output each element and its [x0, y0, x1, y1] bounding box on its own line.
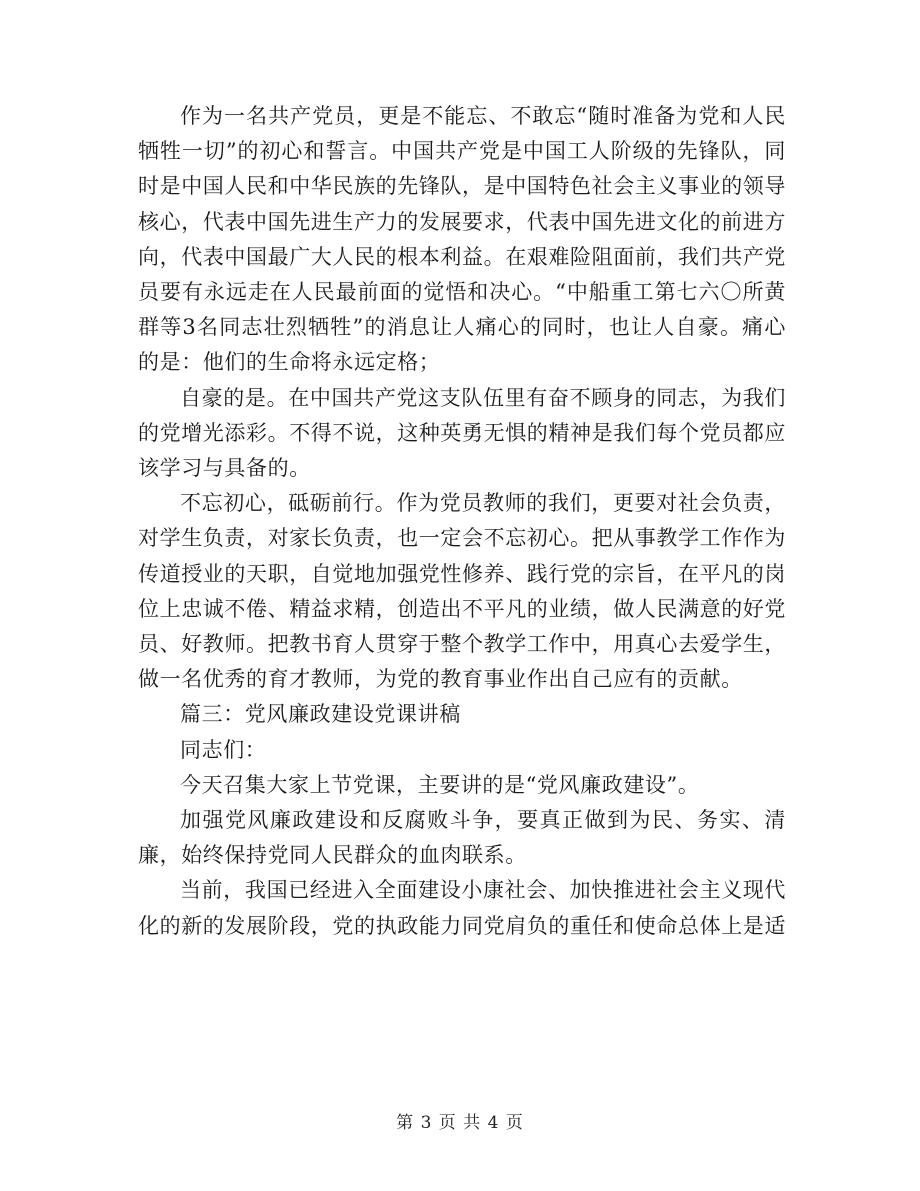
document-body — [138, 99, 786, 944]
salutation: 同志们： — [180, 737, 267, 762]
paragraph-2: 自豪的是。在中国共产党这支队伍里有奋不顾身的同志，为我们的党增光添彩。不得不说，这种英勇无惧的精神是我们每个党员都应该学习与具备的。 — [138, 385, 786, 481]
section-heading: 篇三：党风廉政建设党课讲稿 — [180, 702, 461, 727]
paragraph-6: 当前，我国已经进入全面建设小康社会、加快推进社会主义现代化的新的发展阶段，党的执政能力同党肩负的重任和使命总体上是适 — [138, 878, 786, 938]
page-footer — [0, 1108, 920, 1133]
paragraph-5: 加强党风廉政建设和反腐败斗争，要真正做到为民、务实、清廉，始终保持党同人民群众的血肉联系。 — [138, 808, 786, 868]
paragraph-4: 今天召集大家上节党课，主要讲的是“党风廉政建设”。 — [180, 772, 700, 797]
page-number-label: 第 3 页 共 4 页 — [396, 1113, 524, 1133]
paragraph-3: 不忘初心，砥砺前行。作为党员教师的我们，更要对社会负责，对学生负责，对家长负责，也一定会不忘初心。把从事教学工作作为传道授业的天职，自觉地加强党性修养、践行党的宗旨，在平凡的岗位上忠诚不倦、精益求精，创造出不平凡的业绩，做人民满意的好党员、好教师。把教书育人贯穿于整个教学工作中，用真心去爱学生，做一名优秀的育才教师，为党的教育事业作出自己应有的贡献。 — [138, 491, 786, 692]
paragraph-1: 作为一名共产党员，更是不能忘、不敢忘“随时准备为党和人民牺牲一切”的初心和誓言。中国共产党是中国工人阶级的先锋队，同时是中国人民和中华民族的先锋队，是中国特色社会主义事业的领导核心，代表中国先进生产力的发展要求，代表中国先进文化的前进方向，代表中国最广大人民的根本利益。在艰难险阻面前，我们共产党员要有永远走在人民最前面的觉悟和决心。“中船重工第七六〇所黄群等3名同志壮烈牺牲”的消息让人痛心的同时，也让人自豪。痛心的是：他们的生命将永远定格； — [138, 104, 786, 375]
